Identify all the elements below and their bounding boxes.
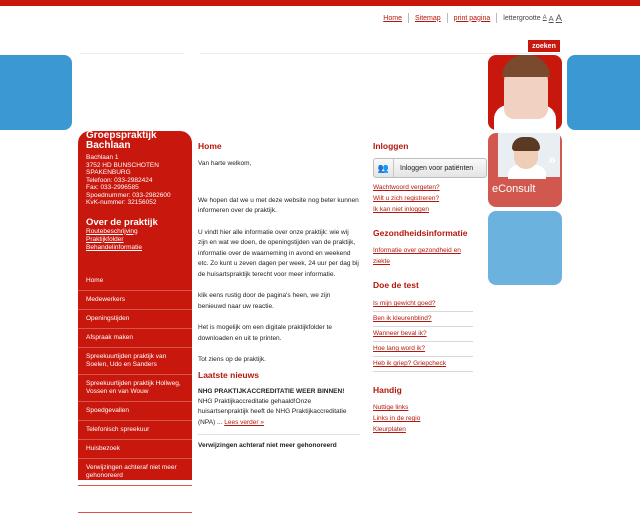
decorative-blue-block-bottom	[488, 211, 562, 285]
practice-address	[86, 154, 192, 207]
font-size-label: lettergrootte	[503, 14, 541, 22]
treatment-info-link[interactable]: Behandelinformatie	[86, 243, 143, 251]
address-line: Spoednummer: 033-2982600	[86, 191, 171, 199]
login-links	[373, 182, 483, 215]
print-link[interactable]: print pagina	[453, 14, 491, 22]
right-column	[373, 141, 483, 448]
font-size-small[interactable]: A	[542, 15, 547, 21]
sidebar-item-telefonisch[interactable]: Telefonisch spreekuur	[78, 421, 192, 440]
register-link[interactable]: Wilt u zich registreren?	[373, 195, 440, 202]
intro-paragraph: Het is mogelijk om een digitale praktijkfolder te downloaden en uit te printen.	[198, 324, 333, 342]
econsult-tile[interactable]	[488, 133, 562, 207]
health-info-title: Gezondheidsinformatie	[373, 228, 468, 238]
read-more-link[interactable]: Lees verder »	[224, 418, 264, 426]
about-title: Over de praktijk	[86, 216, 158, 228]
news-item	[198, 441, 360, 457]
handig-title: Handig	[373, 385, 402, 395]
sidebar-item-home[interactable]: Home	[78, 274, 192, 291]
address-line: KvK-nummer: 32156052	[86, 199, 157, 206]
sidebar-item-medewerkers[interactable]: Medewerkers	[78, 291, 192, 310]
divider	[447, 13, 448, 23]
practice-name: Groepspraktijk Bachlaan	[86, 130, 157, 151]
sidebar-item-openingstijden[interactable]: Openingstijden	[78, 310, 192, 329]
page-title: Home	[198, 141, 222, 151]
regional-links-link[interactable]: Links in de regio	[373, 415, 421, 422]
test-link[interactable]: Heb ik griep? Griepcheck	[373, 357, 473, 372]
sidebar-item-assistentie[interactable]: Assistentie en praktijkondersteuning	[78, 486, 192, 513]
login-title: Inloggen	[373, 141, 409, 151]
login-button-label: Inloggen voor patiënten	[400, 164, 474, 172]
divider	[408, 13, 409, 23]
health-info-link[interactable]: Informatie over gezondheid en ziekte	[373, 247, 461, 265]
route-link[interactable]: Routebeschrijving	[86, 227, 138, 235]
health-links	[373, 245, 473, 267]
chevron-right-icon: »	[548, 151, 556, 167]
users-icon: 👥	[374, 159, 394, 177]
intro-paragraph: Van harte welkom,	[198, 160, 252, 167]
sidebar-item-spreekuur-hollweg[interactable]: Spreekuurtijden praktijk Hollweg, Vossen en van Wouw	[78, 375, 192, 402]
news-body: NHG Praktijkaccreditatie gehaald!Onze huisartsenpraktijk heeft de NHG Praktijkaccreditatie (NPA) ...	[198, 397, 347, 426]
sidebar-item-verwijzingen[interactable]: Verwijzingen achteraf niet meer gehonoreerd	[78, 459, 192, 486]
search-field[interactable]	[200, 53, 560, 54]
news-title: Laatste nieuws	[198, 369, 259, 380]
sidebar-item-spoedgevallen[interactable]: Spoedgevallen	[78, 402, 192, 421]
test-link[interactable]: Hoe lang word ik?	[373, 342, 473, 357]
header-rule	[80, 53, 184, 54]
econsult-photo-hair	[512, 137, 540, 151]
handig-links	[373, 402, 483, 435]
sidebar-item-afspraak[interactable]: Afspraak maken	[78, 329, 192, 348]
utility-links	[383, 12, 562, 24]
intro-paragraph: U vindt hier alle informatie over onze praktijk: wie wij zijn en wat we doen, de openingstijden van de praktijk, informatie over de waarneming in avond en weekend etc. Zo kunt u zeven dagen per week, 24 uur per dag bij de huisartspraktijk terecht voor meer informatie.	[198, 228, 359, 278]
divider	[496, 13, 497, 23]
font-size-large[interactable]: A	[555, 12, 562, 24]
font-size-medium[interactable]: A	[548, 13, 554, 23]
intro-paragraph: We hopen dat we u met deze website nog beter kunnen informeren over de praktijk.	[198, 196, 359, 214]
main-content	[198, 141, 360, 463]
intro-paragraph: Tot ziens op de praktijk.	[198, 356, 266, 363]
sidebar-item-spreekuur-soelen[interactable]: Spreekuurtijden praktijk van Soelen, Udo en Sanders	[78, 348, 192, 375]
address-line: 3752 HD BUNSCHOTEN	[86, 161, 159, 169]
news-headline: NHG PRAKTIJKACCREDITATIE WEER BINNEN!	[198, 387, 345, 395]
address-line: Bachlaan 1	[86, 154, 119, 161]
photo-hair	[502, 55, 550, 77]
news-item	[198, 387, 360, 436]
sitemap-link[interactable]: Sitemap	[414, 14, 441, 22]
sidebar-nav	[78, 274, 192, 513]
address-line: Fax: 033-2996585	[86, 184, 139, 191]
useful-links-link[interactable]: Nuttige links	[373, 404, 409, 411]
test-title: Doe de test	[373, 280, 419, 290]
intro-paragraph: klik eens rustig door de pagina's heen, we zijn benieuwd naar uw reactie.	[198, 292, 331, 310]
cannot-login-link[interactable]: Ik kan niet inloggen	[373, 206, 430, 213]
decorative-blue-block-left	[0, 55, 72, 130]
doctor-photo-tile	[488, 55, 562, 130]
about-links	[86, 228, 192, 252]
patient-login-button[interactable]	[373, 158, 487, 178]
news-headline[interactable]: Verwijzingen achteraf niet meer gehonoreerd	[198, 442, 337, 449]
sidebar	[78, 130, 192, 506]
address-line: SPAKENBURG	[86, 169, 131, 176]
address-line: Telefoon: 033-2982424	[86, 176, 153, 184]
home-link[interactable]: Home	[383, 14, 402, 22]
coloring-pages-link[interactable]: Kleurplaten	[373, 426, 406, 433]
test-link[interactable]: Ben ik kleurenblind?	[373, 312, 473, 327]
sidebar-item-huisbezoek[interactable]: Huisbezoek	[78, 440, 192, 459]
search-button[interactable]: zoeken	[528, 40, 560, 52]
decorative-blue-block-right	[567, 55, 640, 130]
econsult-label: eConsult	[492, 183, 536, 195]
folder-link[interactable]: Praktijkfolder	[86, 235, 124, 243]
test-links	[373, 297, 483, 372]
forgot-password-link[interactable]: Wachtwoord vergeten?	[373, 184, 440, 191]
top-accent-bar	[0, 0, 640, 6]
test-link[interactable]: Is mijn gewicht goed?	[373, 297, 473, 312]
test-link[interactable]: Wanneer beval ik?	[373, 327, 473, 342]
